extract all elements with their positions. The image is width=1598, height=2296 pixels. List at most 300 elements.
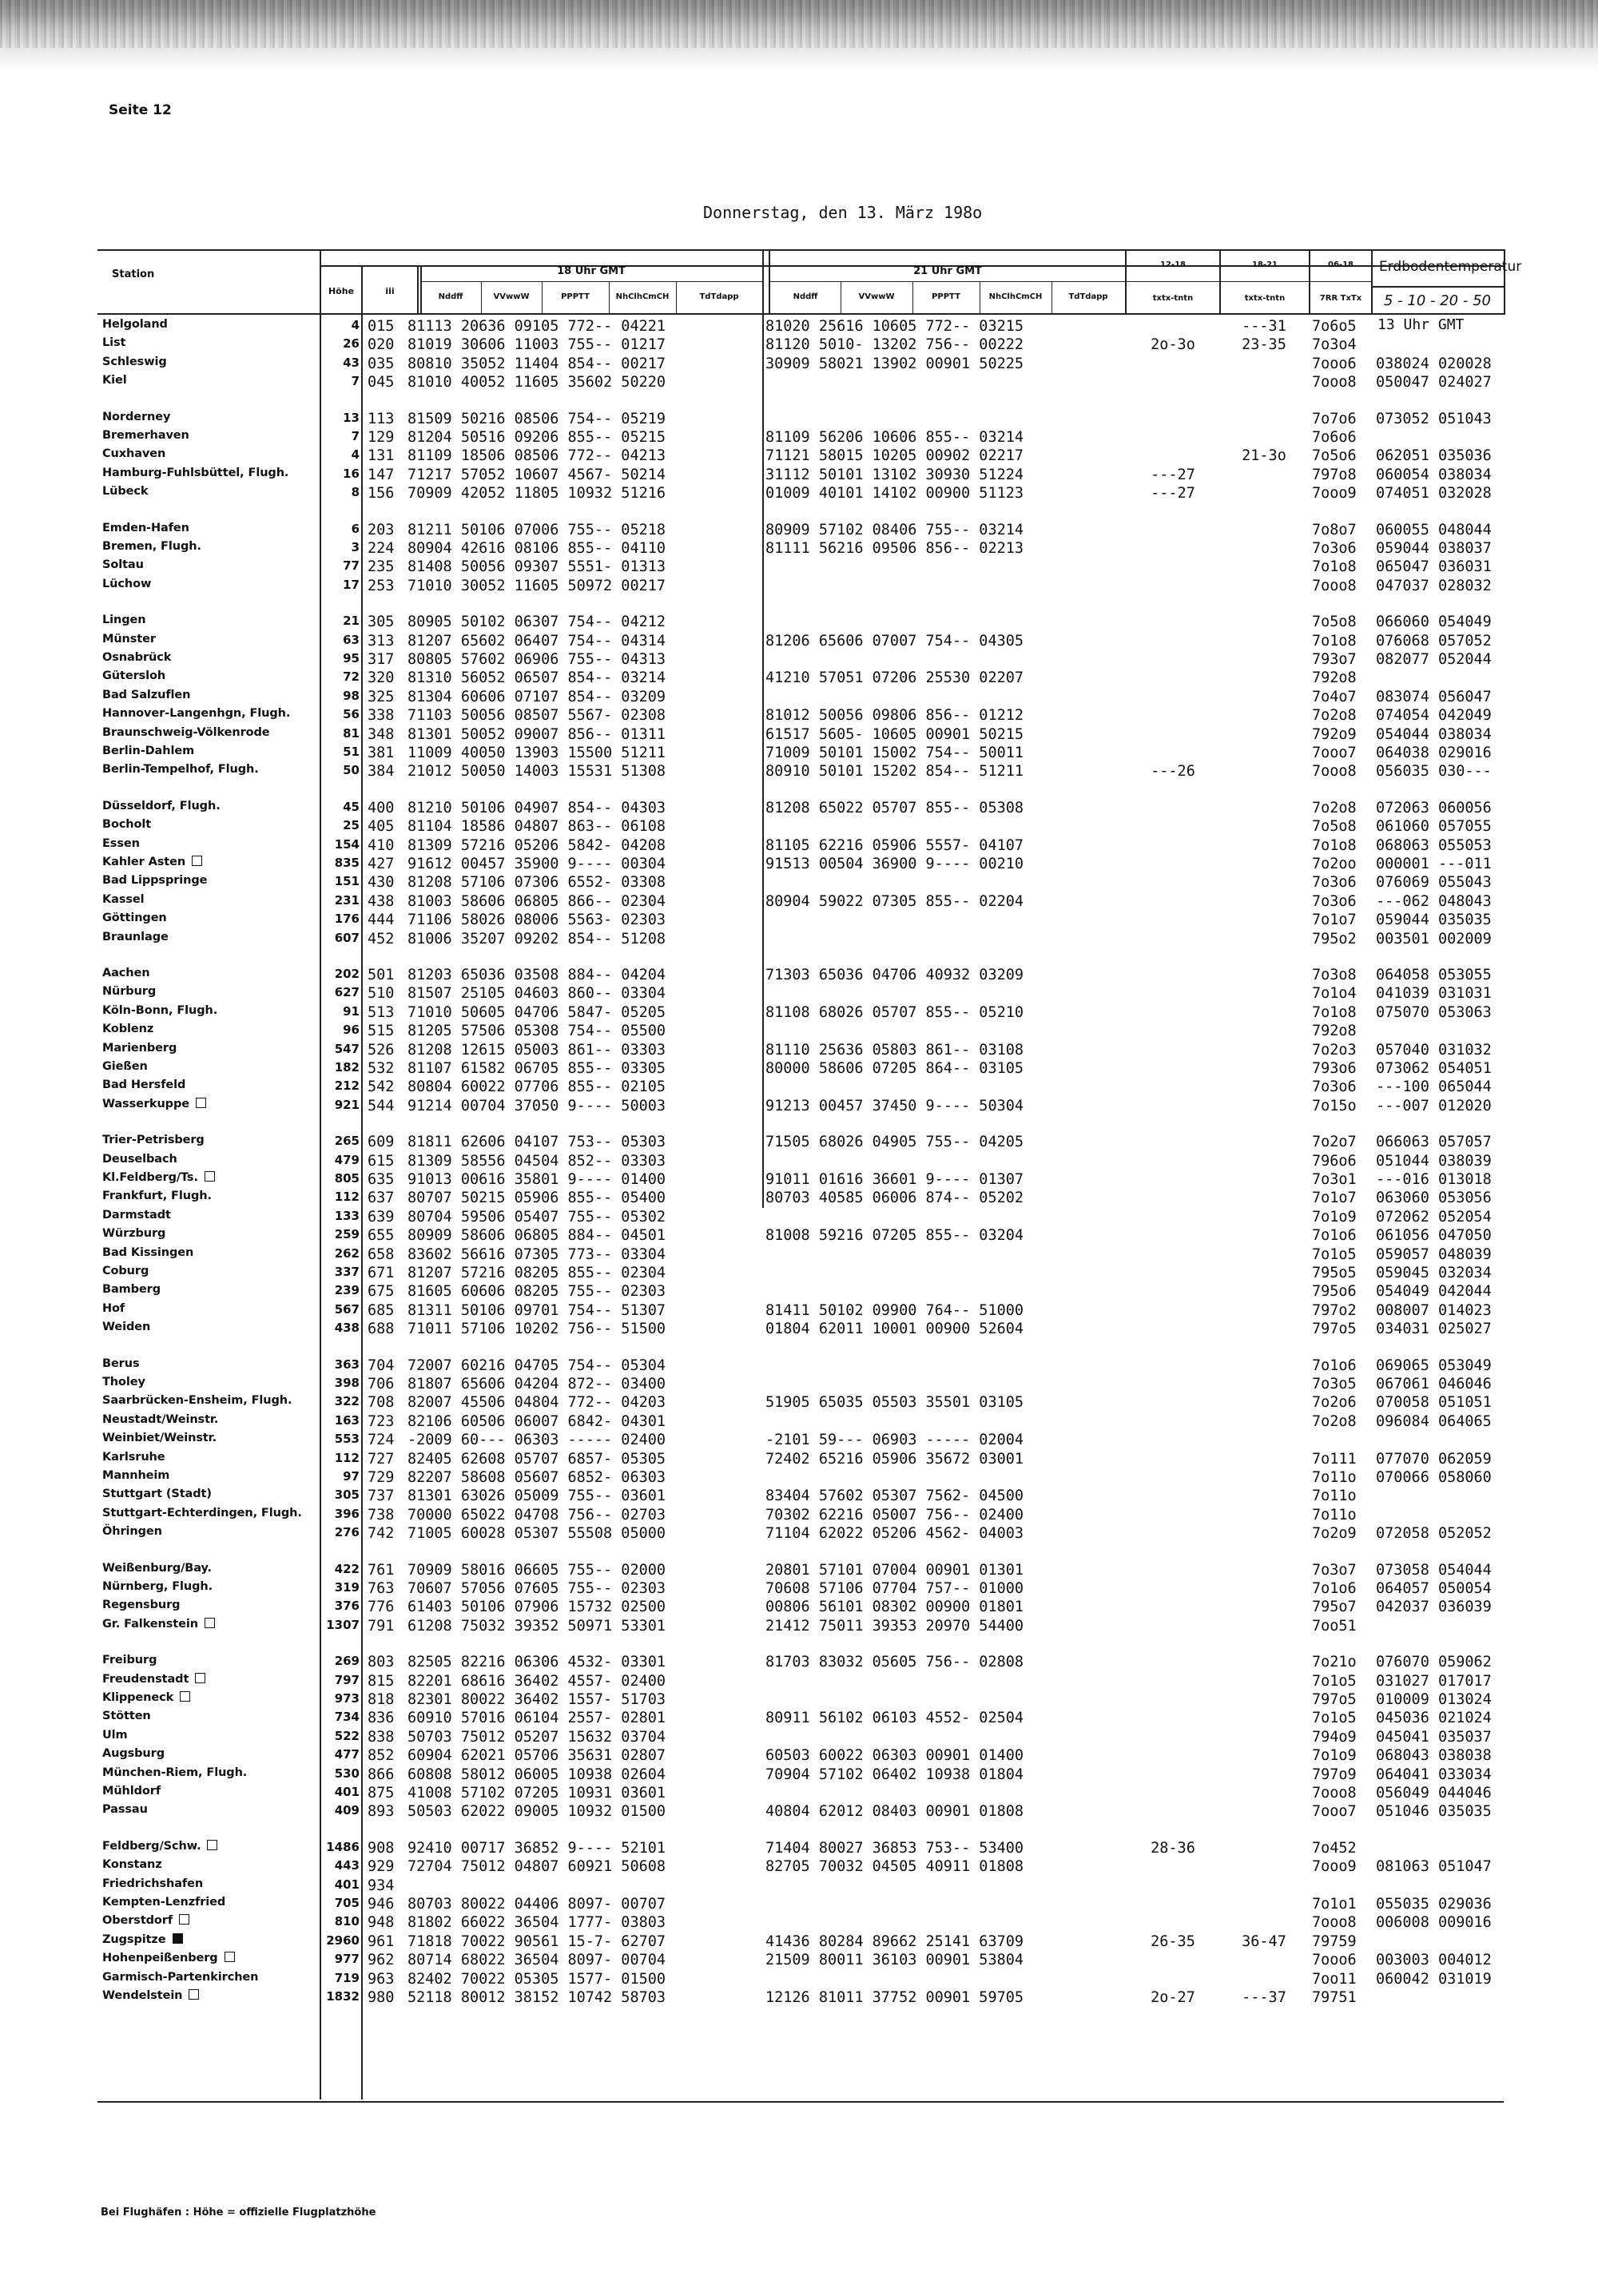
obs-18: 81807 65606 04204 872-- 03400 bbox=[407, 1376, 666, 1392]
station-height: 96 bbox=[343, 1023, 360, 1038]
station-iii: 015 bbox=[368, 318, 395, 335]
obs-18: 80904 42616 08106 855-- 04110 bbox=[407, 540, 666, 557]
precip-code: 7o1o5 bbox=[1312, 1672, 1357, 1690]
precip-code: 7o1o6 bbox=[1312, 1227, 1357, 1245]
station-height: 7 bbox=[351, 374, 360, 389]
station-name: Regensburg bbox=[102, 1599, 181, 1612]
station-height: 4 bbox=[351, 318, 360, 332]
obs-18: 82402 70022 05305 1577- 01500 bbox=[407, 1970, 666, 1988]
obs-18: 71005 60028 05307 55508 05000 bbox=[407, 1525, 666, 1543]
col21-vvwww: VVwwW bbox=[858, 292, 895, 301]
mountain-station-box-icon bbox=[189, 1989, 199, 2000]
station-name: Hannover-Langenhgn, Flugh. bbox=[102, 707, 291, 721]
station-iii: 544 bbox=[368, 1097, 395, 1114]
soil-temp: 072063 060056 bbox=[1376, 799, 1492, 816]
precip-code: 795o2 bbox=[1312, 930, 1357, 947]
table-row bbox=[97, 1469, 1504, 1488]
table-row bbox=[97, 522, 1504, 541]
soil-temp: 041039 031031 bbox=[1376, 985, 1492, 1003]
obs-21: 70904 57102 06402 10938 01804 bbox=[765, 1766, 1024, 1783]
table-row bbox=[97, 429, 1504, 448]
precip-code: 7o3o7 bbox=[1312, 1561, 1357, 1579]
station-height: 530 bbox=[334, 1766, 360, 1781]
station-iii: 815 bbox=[368, 1672, 395, 1690]
obs-18: 81207 65602 06407 754-- 04314 bbox=[407, 632, 666, 649]
station-iii: 708 bbox=[368, 1394, 395, 1412]
soil-temp: 070066 058060 bbox=[1376, 1469, 1492, 1486]
obs-21: 20801 57101 07004 00901 01301 bbox=[765, 1561, 1024, 1579]
table-row bbox=[97, 1803, 1504, 1822]
precip-code: 793o7 bbox=[1312, 651, 1357, 668]
soil-temp: 060055 048044 bbox=[1376, 521, 1492, 538]
station-name: Hamburg-Fuhlsbüttel, Flugh. bbox=[102, 466, 289, 479]
station-name: Norderney bbox=[102, 410, 171, 423]
station-name: Berus bbox=[102, 1357, 140, 1370]
sub-12-18: txtx-tntn bbox=[1152, 294, 1194, 303]
temp-range-12-18: 2o-27 bbox=[1151, 1989, 1195, 2006]
table-row bbox=[97, 1246, 1504, 1265]
precip-code: 796o6 bbox=[1312, 1152, 1357, 1170]
table-row bbox=[97, 726, 1504, 745]
obs-18: 81311 50106 09701 754-- 51307 bbox=[407, 1301, 666, 1319]
col21-nddff: Nddff bbox=[793, 292, 818, 301]
obs-21: -2101 59--- 06903 ----- 02004 bbox=[765, 1432, 1024, 1449]
station-name: Konstanz bbox=[102, 1858, 162, 1872]
obs-21: 80910 50101 15202 854-- 51211 bbox=[765, 763, 1024, 781]
mountain-station-box-icon bbox=[195, 1673, 205, 1683]
precip-code: 7o452 bbox=[1312, 1839, 1357, 1857]
table-row bbox=[97, 1747, 1504, 1766]
station-name: Cuxhaven bbox=[102, 447, 166, 461]
station-height: 443 bbox=[334, 1858, 360, 1873]
station-iii: 501 bbox=[368, 967, 395, 983]
obs-21: 91011 01616 36601 9---- 01307 bbox=[765, 1171, 1024, 1188]
precip-code: 7o2o6 bbox=[1312, 1394, 1357, 1412]
station-name: Frankfurt, Flugh. bbox=[102, 1190, 212, 1203]
table-row bbox=[97, 578, 1504, 597]
table-row bbox=[97, 856, 1504, 875]
obs-21: 21509 80011 36103 00901 53804 bbox=[765, 1952, 1024, 1969]
table-row bbox=[97, 1691, 1504, 1710]
table-row bbox=[97, 1134, 1504, 1153]
station-height: 363 bbox=[334, 1357, 360, 1372]
precip-code: 7o8o7 bbox=[1312, 521, 1357, 538]
obs-18: 21012 50050 14003 15531 51308 bbox=[407, 763, 666, 781]
col18-tdtd: TdTdapp bbox=[699, 292, 739, 301]
station-iii: 655 bbox=[368, 1227, 395, 1245]
station-name: Osnabrück bbox=[102, 651, 172, 664]
station-height: 91 bbox=[343, 1003, 360, 1019]
station-name: Freiburg bbox=[102, 1654, 157, 1667]
precip-code: 7o1o9 bbox=[1312, 1747, 1357, 1765]
page-bottom-rule bbox=[97, 2101, 1504, 2103]
obs-18: 71103 50056 08507 5567- 02308 bbox=[407, 707, 666, 725]
station-height: 7 bbox=[351, 429, 360, 443]
station-iii: 658 bbox=[368, 1245, 395, 1263]
station-iii: 147 bbox=[368, 466, 395, 483]
soil-temp: 061056 047050 bbox=[1376, 1227, 1492, 1245]
obs-18: 82405 62608 05707 6857- 05305 bbox=[407, 1450, 666, 1468]
station-height: 1307 bbox=[326, 1617, 360, 1632]
soil-temp: 064057 050054 bbox=[1376, 1580, 1492, 1597]
station-height: 2960 bbox=[326, 1933, 360, 1948]
obs-18: 70909 58016 06605 755-- 02000 bbox=[407, 1561, 666, 1579]
footnote: Bei Flughäfen : Höhe = offizielle Flugplatzhöhe bbox=[101, 2207, 376, 2219]
station-name: Freudenstadt bbox=[102, 1673, 205, 1686]
table-row bbox=[97, 818, 1504, 837]
station-name: Köln-Bonn, Flugh. bbox=[102, 1003, 218, 1017]
station-iii: 020 bbox=[368, 336, 395, 354]
station-height: 13 bbox=[343, 410, 360, 425]
station-height: 977 bbox=[334, 1952, 360, 1967]
obs-18: 60808 58012 06005 10938 02604 bbox=[407, 1766, 666, 1783]
temp-range-18-21: ---37 bbox=[1242, 1989, 1286, 2006]
station-name: Kassel bbox=[102, 892, 145, 906]
station-iii: 724 bbox=[368, 1432, 395, 1449]
station-name: Augsburg bbox=[102, 1747, 165, 1761]
station-height: 438 bbox=[334, 1321, 360, 1336]
soil-temp: 060054 038034 bbox=[1376, 466, 1492, 483]
obs-18: 81104 18586 04807 863-- 06108 bbox=[407, 818, 666, 836]
station-name: Stötten bbox=[102, 1710, 151, 1723]
station-height: 50 bbox=[343, 763, 360, 778]
station-height: 705 bbox=[334, 1896, 360, 1910]
scan-noise-texture bbox=[0, 0, 1598, 48]
table-row bbox=[97, 1413, 1504, 1432]
obs-21: 30909 58021 13902 00901 50225 bbox=[765, 355, 1024, 372]
station-height: 81 bbox=[343, 725, 360, 741]
station-name: Gr. Falkenstein bbox=[102, 1618, 215, 1631]
station-height: 269 bbox=[334, 1654, 360, 1669]
station-height: 63 bbox=[343, 632, 360, 647]
station-name: Aachen bbox=[102, 967, 150, 979]
soil-temp: 066063 057057 bbox=[1376, 1134, 1492, 1151]
table-row bbox=[97, 912, 1504, 931]
table-row bbox=[97, 1525, 1504, 1544]
soil-temp: 000001 ---011 bbox=[1376, 856, 1492, 872]
header-18-21: 18-21 bbox=[1252, 260, 1278, 269]
precip-code: 7ooo9 bbox=[1312, 1858, 1357, 1876]
table-row bbox=[97, 1933, 1504, 1952]
table-row bbox=[97, 1042, 1504, 1061]
obs-18: 81113 20636 09105 772-- 04221 bbox=[407, 318, 666, 335]
precip-code: 7o2o9 bbox=[1312, 1525, 1357, 1543]
soil-temp: 054049 042044 bbox=[1376, 1283, 1492, 1301]
obs-18: 81605 60606 08205 755-- 02303 bbox=[407, 1283, 666, 1301]
table-row bbox=[97, 874, 1504, 893]
obs-21: 80703 40585 06006 874-- 05202 bbox=[765, 1190, 1024, 1207]
obs-21: 81008 59216 07205 855-- 03204 bbox=[765, 1227, 1024, 1245]
obs-18: 72007 60216 04705 754-- 05304 bbox=[407, 1357, 666, 1374]
table-row bbox=[97, 1858, 1504, 1877]
table-row bbox=[97, 374, 1504, 393]
station-height: 1832 bbox=[326, 1989, 360, 2004]
obs-21: 81120 5010- 13202 756-- 00222 bbox=[765, 336, 1024, 354]
temp-range-12-18: 28-36 bbox=[1151, 1839, 1195, 1857]
obs-18: 41008 57102 07205 10931 03601 bbox=[407, 1785, 666, 1801]
soil-temp: 045041 035037 bbox=[1376, 1728, 1492, 1746]
station-iii: 381 bbox=[368, 745, 395, 761]
station-name: Bocholt bbox=[102, 818, 152, 832]
obs-21: 60503 60022 06303 00901 01400 bbox=[765, 1747, 1024, 1765]
obs-18: 11009 40050 13903 15500 51211 bbox=[407, 745, 666, 761]
obs-18: 70909 42052 11805 10932 51216 bbox=[407, 485, 666, 502]
soil-temp: 068063 055053 bbox=[1376, 836, 1492, 854]
col18-nddff: Nddff bbox=[438, 292, 463, 301]
obs-18: 70000 65022 04708 756-- 02703 bbox=[407, 1506, 666, 1523]
station-name: Kempten-Lenzfried bbox=[102, 1896, 226, 1909]
obs-21: 80911 56102 06103 4552- 02504 bbox=[765, 1710, 1024, 1727]
station-name: Karlsruhe bbox=[102, 1450, 165, 1464]
station-name: Schleswig bbox=[102, 355, 167, 368]
soil-temp: 056035 030--- bbox=[1376, 763, 1492, 781]
iii-col-rule bbox=[417, 265, 419, 313]
header-erdboden-time: 13 Uhr GMT bbox=[1377, 316, 1465, 333]
mountain-station-filled-box-icon bbox=[173, 1933, 183, 1944]
station-name: Zugspitze bbox=[102, 1933, 183, 1946]
col18-ppptt: PPPTT bbox=[561, 292, 590, 301]
table-row bbox=[97, 985, 1504, 1004]
table-row bbox=[97, 614, 1504, 633]
station-name: Kiel bbox=[102, 374, 127, 387]
station-iii: 035 bbox=[368, 355, 395, 372]
obs-21: 21412 75011 39353 20970 54400 bbox=[765, 1617, 1024, 1635]
obs-18: 60910 57016 06104 2557- 02801 bbox=[407, 1710, 666, 1727]
station-name: Klippeneck bbox=[102, 1691, 190, 1704]
table-row bbox=[97, 1599, 1504, 1618]
station-height: 112 bbox=[334, 1450, 360, 1465]
precip-code: 797o9 bbox=[1312, 1766, 1357, 1783]
precip-code: 7o5o6 bbox=[1312, 447, 1357, 465]
precip-code: 797o2 bbox=[1312, 1301, 1357, 1319]
station-iii: 761 bbox=[368, 1561, 395, 1579]
station-iii: 675 bbox=[368, 1283, 395, 1301]
station-height: 112 bbox=[334, 1190, 360, 1205]
station-height: 319 bbox=[334, 1580, 360, 1595]
obs-18: 80707 50215 05906 855-- 05400 bbox=[407, 1190, 666, 1207]
obs-18: 61208 75032 39352 50971 53301 bbox=[407, 1617, 666, 1635]
soil-temp: 062051 035036 bbox=[1376, 447, 1492, 465]
precip-code: 7o4o7 bbox=[1312, 688, 1357, 705]
station-iii: 776 bbox=[368, 1599, 395, 1616]
soil-temp: 083074 056047 bbox=[1376, 688, 1492, 705]
station-name: Kahler Asten bbox=[102, 856, 202, 868]
station-name: Mühldorf bbox=[102, 1785, 161, 1797]
precip-code: 79759 bbox=[1312, 1933, 1357, 1950]
soil-temp: 082077 052044 bbox=[1376, 651, 1492, 668]
station-name: Tholey bbox=[102, 1376, 145, 1388]
table-row bbox=[97, 837, 1504, 856]
precip-code: 795o7 bbox=[1312, 1599, 1357, 1616]
station-iii: 305 bbox=[368, 614, 395, 631]
soil-temp: 059044 038037 bbox=[1376, 540, 1492, 557]
precip-code: 792o8 bbox=[1312, 669, 1357, 687]
station-height: 97 bbox=[343, 1469, 360, 1484]
obs-21: 31112 50101 13102 30930 51224 bbox=[765, 466, 1024, 483]
station-name: Bamberg bbox=[102, 1283, 161, 1297]
station-iii: 430 bbox=[368, 874, 395, 892]
station-height: 810 bbox=[334, 1914, 360, 1929]
precip-code: 7o1o4 bbox=[1312, 985, 1357, 1003]
precip-code: 7o2oo bbox=[1312, 856, 1357, 872]
obs-21: 71404 80027 36853 753-- 53400 bbox=[765, 1839, 1024, 1857]
station-iii: 929 bbox=[368, 1858, 395, 1876]
soil-temp: 065047 036031 bbox=[1376, 558, 1492, 576]
station-name: Weiden bbox=[102, 1321, 151, 1334]
station-height: 805 bbox=[334, 1171, 360, 1186]
station-iii: 203 bbox=[368, 521, 395, 538]
station-name: Wasserkuppe bbox=[102, 1098, 206, 1110]
obs-18: 82106 60506 06007 6842- 04301 bbox=[407, 1412, 666, 1430]
table-row bbox=[97, 1562, 1504, 1581]
obs-18: 81203 65036 03508 884-- 04204 bbox=[407, 967, 666, 983]
obs-18: 91214 00704 37050 9---- 50003 bbox=[407, 1097, 666, 1114]
table-top-rule bbox=[97, 249, 1505, 251]
station-name: Lingen bbox=[102, 614, 146, 627]
station-iii: 513 bbox=[368, 1003, 395, 1021]
obs-18: 71818 70022 90561 15-7- 62707 bbox=[407, 1933, 666, 1950]
table-row bbox=[97, 1227, 1504, 1246]
precip-code: 7o5o8 bbox=[1312, 818, 1357, 836]
obs-18: 81309 57216 05206 5842- 04208 bbox=[407, 836, 666, 854]
precip-code: 792o8 bbox=[1312, 1023, 1357, 1040]
precip-code: 7o1o8 bbox=[1312, 558, 1357, 576]
station-height: 262 bbox=[334, 1245, 360, 1261]
obs-18: 82201 68616 36402 4557- 02400 bbox=[407, 1672, 666, 1690]
table-row bbox=[97, 689, 1504, 708]
station-iii: 113 bbox=[368, 410, 395, 427]
station-height: 26 bbox=[343, 336, 360, 352]
table-row bbox=[97, 1654, 1504, 1673]
station-name: Öhringen bbox=[102, 1525, 162, 1539]
obs-21: 12126 81011 37752 00901 59705 bbox=[765, 1989, 1024, 2006]
obs-18: 81205 57506 05308 754-- 05500 bbox=[407, 1023, 666, 1040]
precip-code: 7ooo7 bbox=[1312, 1803, 1357, 1821]
table-row bbox=[97, 1321, 1504, 1340]
precip-code: 7o2o8 bbox=[1312, 707, 1357, 725]
table-row bbox=[97, 1729, 1504, 1748]
precip-code: 7o3o8 bbox=[1312, 967, 1357, 983]
table-row bbox=[97, 1004, 1504, 1023]
station-iii: 635 bbox=[368, 1171, 395, 1188]
soil-temp: ---007 012020 bbox=[1376, 1097, 1492, 1114]
station-iii: 962 bbox=[368, 1952, 395, 1969]
temp-range-12-18: ---27 bbox=[1151, 466, 1195, 483]
obs-18: 81208 57106 07306 6552- 03308 bbox=[407, 874, 666, 892]
obs-21: 81111 56216 09506 856-- 02213 bbox=[765, 540, 1024, 557]
obs-21: 71303 65036 04706 40932 03209 bbox=[765, 967, 1024, 983]
station-iii: 510 bbox=[368, 985, 395, 1003]
soil-temp: 010009 013024 bbox=[1376, 1691, 1492, 1708]
precip-code: 7ooo6 bbox=[1312, 355, 1357, 372]
station-height: 231 bbox=[334, 892, 360, 908]
table-row bbox=[97, 967, 1504, 986]
obs-21: 81020 25616 10605 772-- 03215 bbox=[765, 318, 1024, 335]
soil-temp: 064058 053055 bbox=[1376, 967, 1492, 983]
soil-temp: 055035 029036 bbox=[1376, 1896, 1492, 1913]
soil-temp: 076069 055043 bbox=[1376, 874, 1492, 892]
header-group-21: 21 Uhr GMT bbox=[913, 265, 982, 277]
table-row bbox=[97, 540, 1504, 559]
precip-code: 794o9 bbox=[1312, 1728, 1357, 1746]
station-name: Braunlage bbox=[102, 930, 169, 943]
obs-18: 81006 35207 09202 854-- 51208 bbox=[407, 930, 666, 947]
table-row bbox=[97, 800, 1504, 819]
precip-code: 7o3o4 bbox=[1312, 336, 1357, 354]
station-name: Helgoland bbox=[102, 318, 168, 331]
station-height: 259 bbox=[334, 1227, 360, 1242]
soil-temp: 070058 051051 bbox=[1376, 1394, 1492, 1412]
obs-21: 71009 50101 15002 754-- 50011 bbox=[765, 745, 1024, 761]
station-name: Wendelstein bbox=[102, 1989, 199, 2002]
station-name: Kl.Feldberg/Ts. bbox=[102, 1171, 215, 1184]
station-name: Saarbrücken-Ensheim, Flugh. bbox=[102, 1394, 292, 1408]
obs-18: 81802 66022 36504 1777- 03803 bbox=[407, 1914, 666, 1932]
soil-temp: ---016 013018 bbox=[1376, 1171, 1492, 1188]
soil-temp: 006008 009016 bbox=[1376, 1914, 1492, 1932]
obs-18: 80703 80022 04406 8097- 00707 bbox=[407, 1896, 666, 1913]
station-height: 56 bbox=[343, 707, 360, 722]
station-iii: 688 bbox=[368, 1321, 395, 1338]
obs-18: 72704 75012 04807 60921 50608 bbox=[407, 1858, 666, 1876]
precip-code: 7o1o7 bbox=[1312, 1190, 1357, 1207]
obs-21: 91213 00457 37450 9---- 50304 bbox=[765, 1097, 1024, 1114]
station-iii: 763 bbox=[368, 1580, 395, 1597]
obs-18: 80805 57602 06906 755-- 04313 bbox=[407, 651, 666, 668]
precip-code: 7o1o8 bbox=[1312, 836, 1357, 854]
obs-18: -2009 60--- 06303 ----- 02400 bbox=[407, 1432, 666, 1449]
obs-18: 83602 56616 07305 773-- 03304 bbox=[407, 1245, 666, 1263]
obs-18: 82007 45506 04804 772-- 04203 bbox=[407, 1394, 666, 1412]
station-height: 265 bbox=[334, 1134, 360, 1149]
precip-code: 7ooo8 bbox=[1312, 577, 1357, 594]
station-name: Hof bbox=[102, 1301, 125, 1315]
station-iii: 438 bbox=[368, 892, 395, 910]
obs-18: 81304 60606 07107 854-- 03209 bbox=[407, 688, 666, 705]
mountain-station-box-icon bbox=[207, 1840, 217, 1850]
station-name: Münster bbox=[102, 632, 156, 646]
soil-temp: 045036 021024 bbox=[1376, 1710, 1492, 1727]
table-row bbox=[97, 1060, 1504, 1079]
station-height: 337 bbox=[334, 1265, 360, 1279]
table-row bbox=[97, 1673, 1504, 1692]
header-iii: iii bbox=[385, 286, 395, 296]
station-name: Bad Salzuflen bbox=[102, 688, 191, 701]
precip-code: 797o5 bbox=[1312, 1691, 1357, 1708]
obs-21: 61517 5605- 10605 00901 50215 bbox=[765, 725, 1024, 743]
table-row bbox=[97, 411, 1504, 430]
table-row bbox=[97, 1618, 1504, 1637]
soil-temp: 074051 032028 bbox=[1376, 485, 1492, 502]
precip-code: 7o5o8 bbox=[1312, 614, 1357, 631]
station-iii: 338 bbox=[368, 707, 395, 725]
temp-range-18-21: ---31 bbox=[1242, 318, 1286, 335]
obs-21: 71121 58015 10205 00902 02217 bbox=[765, 447, 1024, 465]
station-height: 154 bbox=[334, 836, 360, 852]
soil-temp: 031027 017017 bbox=[1376, 1672, 1492, 1690]
station-iii: 156 bbox=[368, 485, 395, 502]
obs-18: 81211 50106 07006 755-- 05218 bbox=[407, 521, 666, 538]
sub-rule bbox=[769, 281, 1125, 282]
precip-code: 7ooo7 bbox=[1312, 745, 1357, 761]
col21-tdtd: TdTdapp bbox=[1068, 292, 1108, 301]
header-hoehe: Höhe bbox=[328, 286, 355, 296]
station-iii: 526 bbox=[368, 1041, 395, 1059]
obs-21: 00806 56101 08302 00900 01801 bbox=[765, 1599, 1024, 1616]
station-name: Coburg bbox=[102, 1265, 149, 1277]
soil-temp: 059044 035035 bbox=[1376, 912, 1492, 929]
obs-18: 71010 50605 04706 5847- 05205 bbox=[407, 1003, 666, 1021]
